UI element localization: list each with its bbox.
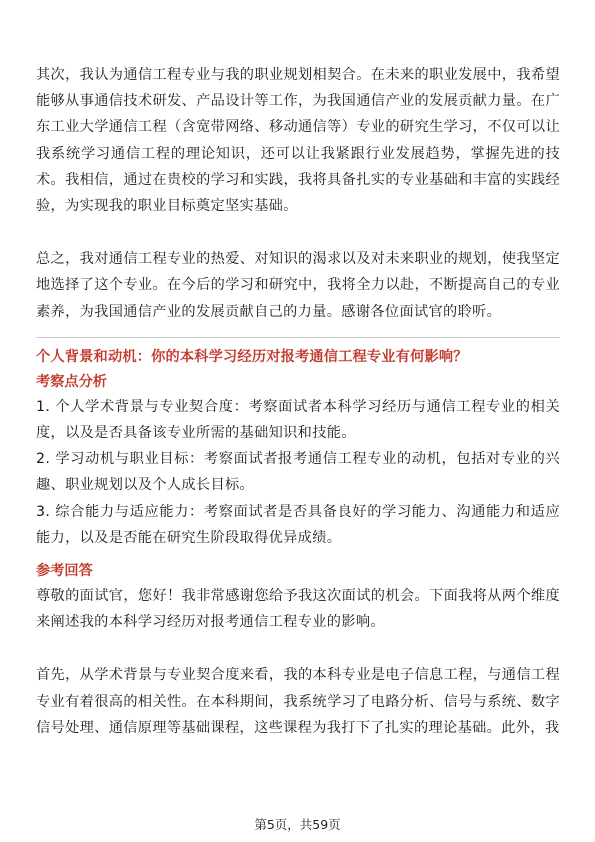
question-title: 个人背景和动机：你的本科学习经历对报考通信工程专业有何影响？ bbox=[36, 348, 468, 365]
page-content bbox=[36, 62, 560, 741]
answer-heading: 参考回答 bbox=[36, 563, 93, 580]
paragraph-spacer bbox=[36, 219, 560, 246]
section-divider bbox=[36, 337, 560, 338]
page-number: 第5页，共59页 bbox=[254, 817, 341, 832]
paragraph-spacer bbox=[36, 635, 560, 662]
answer-paragraph-greeting: 尊敬的面试官，您好！我非常感谢您给予我这次面试的机会。下面我将从两个维度来阐述我的本科学习经历对报考通信工程专业的影响。 bbox=[36, 588, 560, 631]
analysis-heading: 考察点分析 bbox=[36, 373, 107, 390]
body-paragraph-career-fit: 其次，我认为通信工程专业与我的职业规划相契合。在未来的职业发展中，我希望能够从事通信技术研发、产品设计等工作，为我国通信产业的发展贡献力量。在广东工业大学通信工程（含宽带网络、移动通信等）专业的研究生学习，不仅可以让我系统学习通信工程的理论知识，还可以让我紧跟行业发展趋势，掌握先进的技术。我相信，通过在贵校的学习和实践，我将具备扎实的专业基础和丰富的实践经验，为实现我的职业目标奠定坚实基础。 bbox=[36, 67, 560, 215]
answer-paragraph-academic: 首先，从学术背景与专业契合度来看，我的本科专业是电子信息工程，与通信工程专业有着很高的相关性。在本科期间，我系统学习了电路分析、信号与系统、数字信号处理、通信原理等基础课程，这些课程为我打下了扎实的理论基础。此外，我 bbox=[36, 667, 560, 736]
body-paragraph-conclusion: 总之，我对通信工程专业的热爱、对知识的渴求以及对未来职业的规划，使我坚定地选择了这个专业。在今后的学习和研究中，我将全力以赴，不断提高自己的专业素养，为我国通信产业的发展贡献自己的力量。感谢各位面试官的聆听。 bbox=[36, 251, 560, 320]
analysis-item-3: 3. 综合能力与适应能力：考察面试者是否具备良好的学习能力、沟通能力和适应能力，以及是否能在研究生阶段取得优异成绩。 bbox=[36, 503, 560, 546]
analysis-item-2: 2. 学习动机与职业目标：考察面试者报考通信工程专业的动机，包括对专业的兴趣、职业规划以及个人成长目标。 bbox=[36, 451, 560, 494]
analysis-item-1: 1. 个人学术背景与专业契合度：考察面试者本科学习经历与通信工程专业的相关度，以及是否具备该专业所需的基础知识和技能。 bbox=[36, 398, 560, 442]
